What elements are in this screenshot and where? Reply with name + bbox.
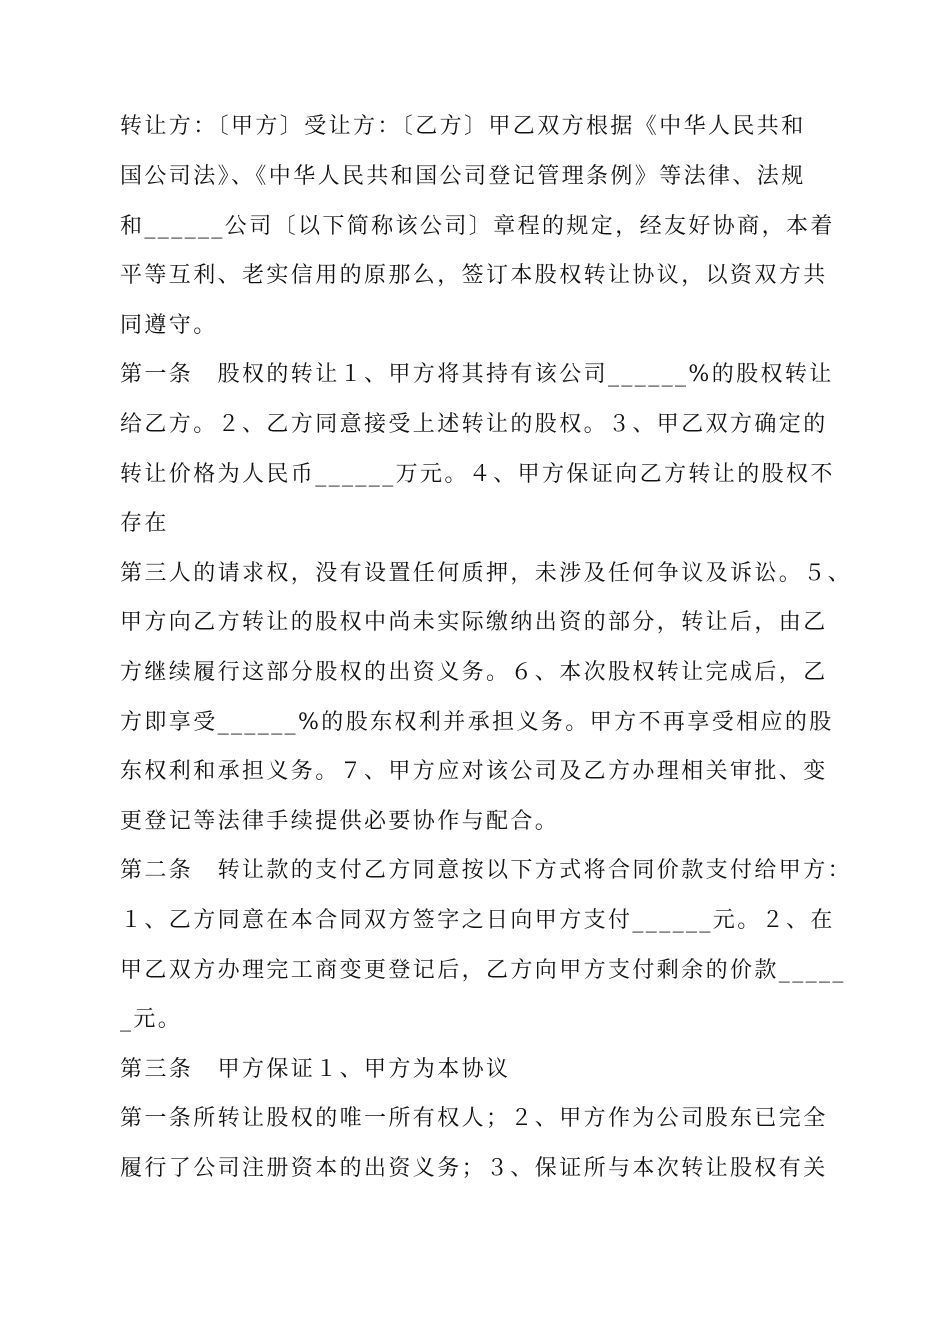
text-line: 履行了公司注册资本的出资义务；３、保证所与本次转让股权有关 (120, 1156, 828, 1181)
text-line: 转让方：〔甲方〕受让方：〔乙方〕甲乙双方根据《中华人民共和 (120, 114, 806, 139)
section-heading-line: 第三条 甲方保证１、甲方为本协议 (120, 1057, 511, 1082)
text-line: 方即享受______%的股东权利并承担义务。甲方不再享受相应的股 (120, 710, 834, 735)
text-line: 和______公司〔以下简称该公司〕章程的规定，经友好协商，本着 (120, 214, 835, 239)
text-line: 转让价格为人民币______万元。４、甲方保证向乙方转让的股权不 (120, 462, 835, 487)
text-line: 同遵守。 (120, 313, 218, 338)
text-line: 更登记等法律手续提供必要协作与配合。 (120, 809, 560, 834)
text-line: 存在 (120, 511, 169, 536)
text-line: 甲乙双方办理完工商变更登记后，乙方向甲方支付剩余的价款_____ (120, 958, 846, 983)
text-line: 国公司法》、《中华人民共和国公司登记管理条例》等法律、法规 (120, 164, 806, 189)
section-heading-line: 第一条 股权的转让１、甲方将其持有该公司______%的股权转让 (120, 362, 834, 387)
text-line: 平等互利、老实信用的原那么，签订本股权转让协议，以资双方共 (120, 263, 828, 288)
text-line: _元。 (120, 1007, 183, 1032)
text-line: 给乙方。２、乙方同意接受上述转让的股权。３、甲乙双方确定的 (120, 412, 828, 437)
text-line: 甲方向乙方转让的股权中尚未实际缴纳出资的部分，转让后，由乙 (120, 610, 828, 635)
text-line: １、乙方同意在本合同双方签字之日向甲方支付______元。２、在 (120, 908, 835, 933)
section-heading-line: 第二条 转让款的支付乙方同意按以下方式将合同价款支付给甲方： (120, 858, 853, 883)
text-line: 方继续履行这部分股权的出资义务。６、本次股权转让完成后，乙 (120, 660, 828, 685)
text-line: 第三人的请求权，没有设置任何质押，未涉及任何争议及诉讼。５、 (120, 561, 853, 586)
text-line: 第一条所转让股权的唯一所有权人；２、甲方作为公司股东已完全 (120, 1106, 828, 1131)
text-line: 东权利和承担义务。７、甲方应对该公司及乙方办理相关审批、变 (120, 759, 828, 784)
